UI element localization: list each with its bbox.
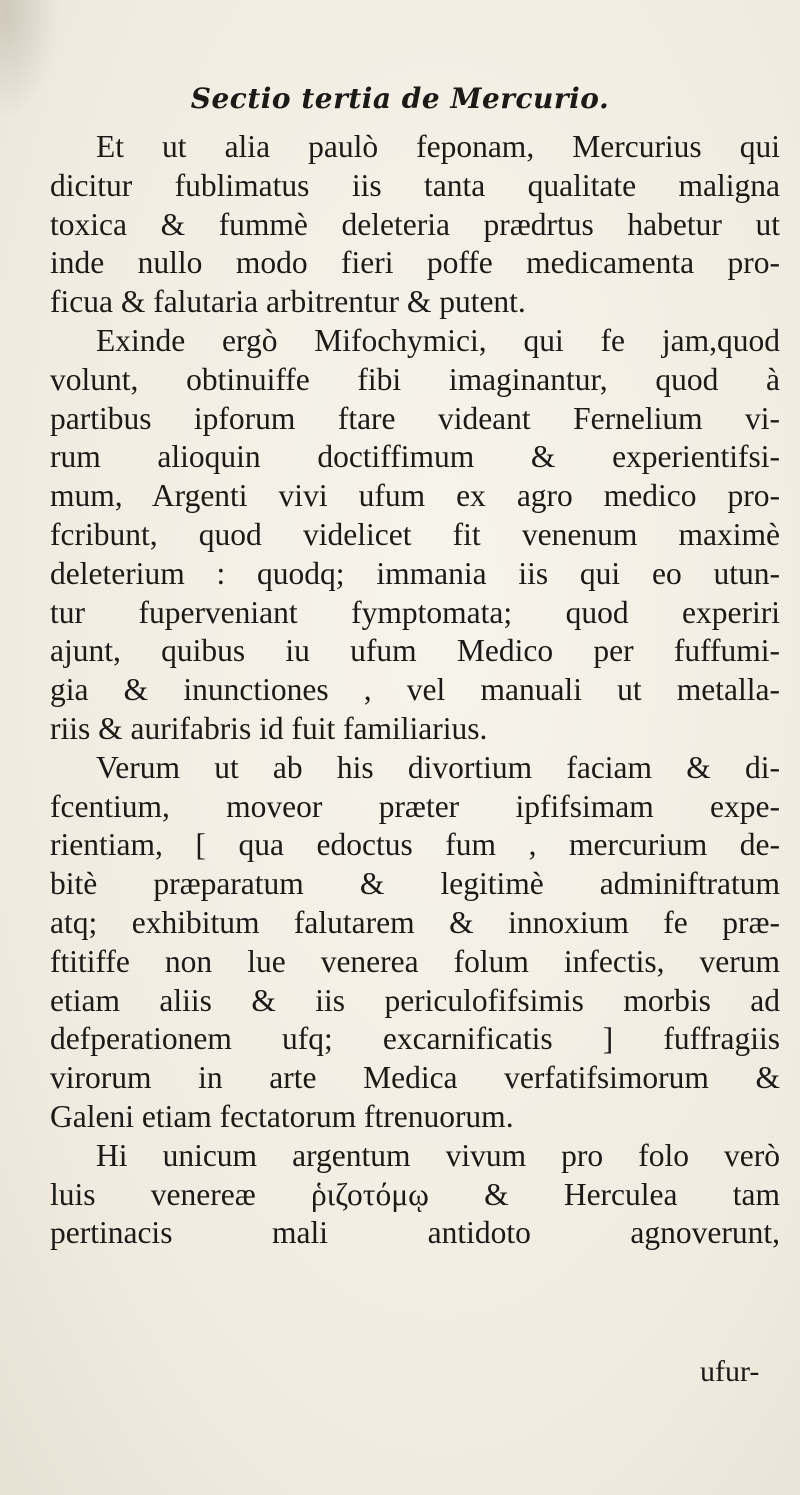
text-line: fcribunt, quod videlicet fit venenum maximè — [50, 516, 780, 552]
text-line: Galeni etiam fectatorum ftrenuorum. — [50, 1098, 514, 1134]
text-line: atq; exhibitum falutarem & innoxium fe præ- — [50, 904, 780, 940]
text-line: rientiam, [ qua edoctus fum , mercurium de- — [50, 827, 780, 863]
text-line: ficua & falutaria arbitrentur & putent. — [50, 284, 526, 320]
text-line: toxica & fummè deleteria prædrtus habetur ut — [50, 206, 780, 242]
text-line: defperationem ufq; excarnificatis ] fuffragiis — [50, 1021, 780, 1057]
running-header: Sectio tertia de Mercurio. — [190, 82, 610, 115]
text-line: dicitur fublimatus iis tanta qualitate maligna — [50, 167, 780, 203]
text-line: virorum in arte Medica verfatifsimorum & — [50, 1060, 780, 1096]
text-line: ajunt, quibus iu ufum Medico per fuffumi- — [50, 633, 780, 669]
text-line: gia & inunctiones , vel manuali ut metalla- — [50, 672, 780, 708]
text-line: deleterium : quodq; immania iis qui eo utun- — [50, 555, 780, 591]
text-line: ftitiffe non lue venerea folum infectis, verum — [50, 943, 780, 979]
text-line: luis venereæ ῥιζοτόμῳ & Herculea tam — [50, 1176, 780, 1212]
text-line: inde nullo modo fieri poffe medicamenta pro- — [50, 245, 780, 281]
text-line: fcentium, moveor præter ipfifsimam expe- — [50, 788, 780, 824]
text-line: Verum ut ab his divortium faciam & di- — [96, 749, 780, 785]
text-line: volunt, obtinuiffe fibi imaginantur, quod à — [50, 361, 780, 397]
text-line: pertinacis mali antidoto agnoverunt, — [50, 1215, 780, 1251]
text-line: partibus ipforum ftare videant Fernelium vi- — [50, 400, 780, 436]
text-line: etiam aliis & iis periculofifsimis morbis ad — [50, 982, 780, 1018]
text-line: rum alioquin doctiffimum & experientifsi- — [50, 439, 780, 475]
catchword: ufur- — [700, 1355, 760, 1388]
text-line: Exinde ergò Mifochymici, qui fe jam,quod — [96, 322, 780, 358]
text-line: mum, Argenti vivi ufum ex agro medico pro- — [50, 478, 780, 514]
text-line: riis & aurifabris id fuit familiarius. — [50, 710, 488, 746]
text-line: tur fuperveniant fymptomata; quod experiri — [50, 594, 780, 630]
text-line: Et ut alia paulò feponam, Mercurius qui — [96, 129, 780, 164]
text-line: bitè præparatum & legitimè adminiftratum — [50, 866, 780, 902]
main-text — [50, 128, 780, 1253]
text-line: Hi unicum argentum vivum pro folo verò — [96, 1137, 780, 1173]
